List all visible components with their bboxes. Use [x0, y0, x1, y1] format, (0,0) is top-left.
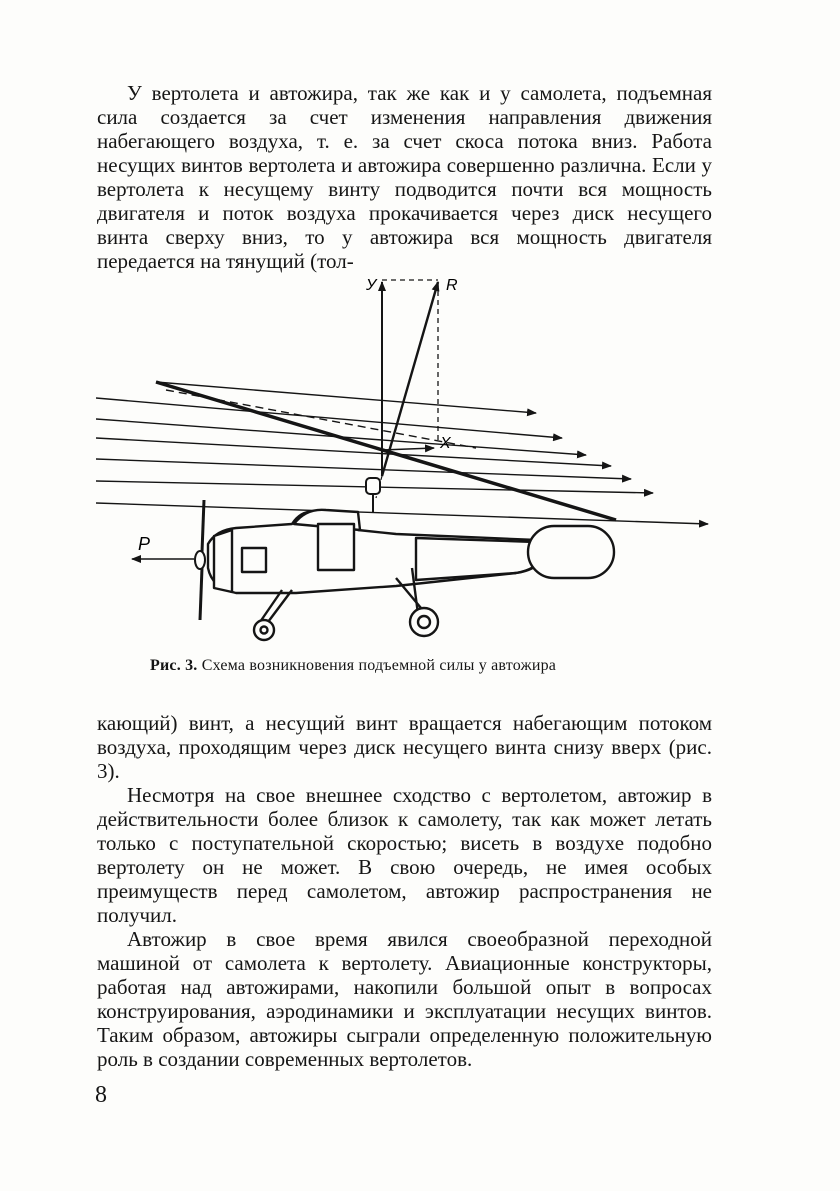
paragraph-3: Автожир в свое время явился своеобразной переходной машиной от самолета к вертолету. Авиационные конструкторы, работая над автожирами, накопили большой опыт в вопросах конструирования, аэродинамики и эксплуатации несущих винтов. Таким образом, автожиры сыграли определенную положительную роль в создании современных вертолетов. — [97, 927, 712, 1071]
page-number: 8 — [95, 1082, 107, 1108]
airflow-line — [96, 503, 708, 524]
label-drag: X — [440, 435, 451, 452]
rotor-hub — [366, 478, 380, 512]
propeller — [195, 500, 205, 620]
paragraph-top: У вертолета и автожира, так же как и у самолета, подъемная сила создается за счет изменения направления движения набегающего воздуха, т. е. за счет скоса потока вниз. Работа несущих винтов вертолета и автожира совершенно различна. Если у вертолета к несущему винту подводится почти вся мощность двигателя и поток воздуха прокачивается через диск несущего винта сверху вниз, то у автожира вся мощность двигателя передается на тянущий (тол- — [97, 81, 712, 273]
airflow-line — [96, 398, 562, 438]
caption-label: Рис. 3. — [150, 657, 198, 674]
label-resultant: R — [446, 277, 458, 294]
autogyro-diagram-svg — [96, 268, 716, 648]
engine-cowling — [214, 530, 232, 592]
figure-autogyro-diagram — [96, 268, 716, 648]
paragraph-2: Несмотря на свое внешнее сходство с вертолетом, автожир в действительности более близок к самолету, так как может летать только с поступательной скоростью; висеть в воздухе подобно вертолету он не может. В свою очередь, не имея особых преимуществ перед самолетом, автожир распространения не получил. — [97, 783, 712, 927]
paragraph-continuation: кающий) винт, а несущий винт вращается набегающим потоком воздуха, проходящим через диск несущего винта снизу вверх (рис. 3). — [97, 711, 712, 783]
side-window — [242, 548, 266, 572]
tail-boom-pod — [528, 526, 614, 578]
rotor-blade — [156, 382, 616, 520]
fuselage — [208, 510, 614, 593]
cockpit-window — [318, 524, 354, 570]
figure-caption — [150, 657, 710, 675]
label-lift: У — [366, 277, 377, 294]
text-block-bottom — [97, 711, 712, 1071]
airflow-line — [96, 459, 631, 479]
caption-text: Схема возникновения подъемной силы у автожира — [201, 657, 557, 674]
resultant-vector — [382, 282, 438, 476]
text-block-top — [97, 81, 712, 273]
label-thrust: P — [138, 534, 151, 554]
